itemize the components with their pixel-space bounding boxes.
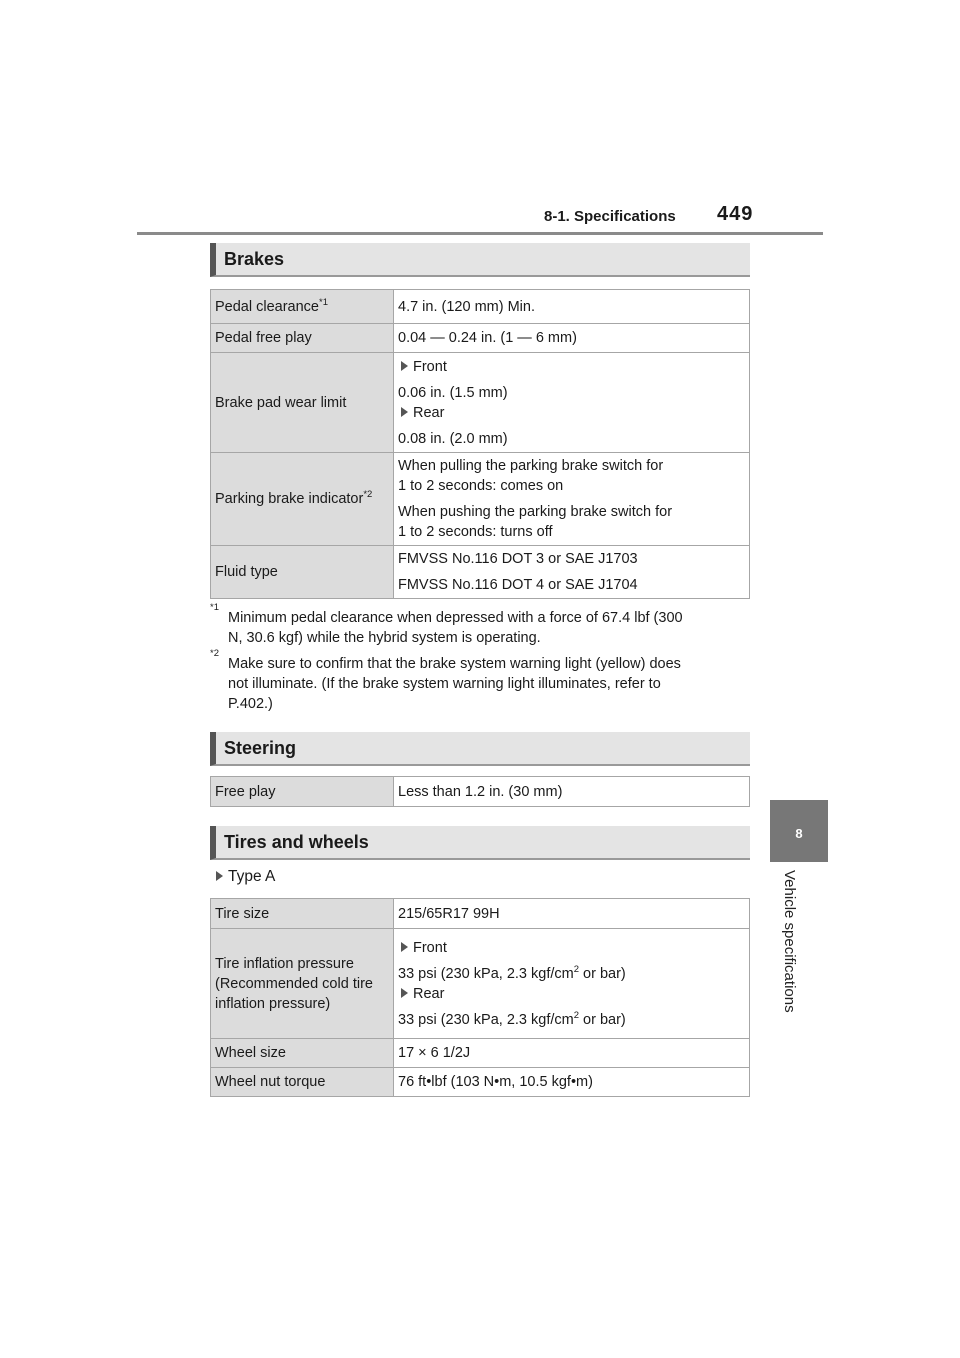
table-row	[211, 1039, 750, 1068]
arrow-right-icon	[216, 871, 223, 881]
nut-torque-label: Wheel nut torque	[211, 1068, 394, 1097]
section-title: 8-1. Specifications	[544, 208, 676, 225]
parking-indicator-values: When pulling the parking brake switch for 1 to 2 seconds: comes on When pushing the parking brake switch for 1 to 2 seconds: turns off	[394, 453, 750, 546]
tire-size-value: 215/65R17 99H	[394, 899, 750, 929]
footnote: *1 Minimum pedal clearance when depressed with a force of 67.4 lbf (300 N, 30.6 kgf) while the hybrid system is operating.	[210, 602, 683, 646]
tires-table	[210, 898, 750, 1097]
table-row	[211, 1068, 750, 1097]
steering-table	[210, 776, 750, 807]
note-ref: *1	[319, 296, 328, 308]
table-row	[211, 324, 750, 353]
tire-size-label: Tire size	[211, 899, 394, 929]
table-row	[211, 899, 750, 929]
tires-title: Tires and wheels	[224, 832, 369, 852]
brakes-table	[210, 289, 750, 599]
free-play-label: Free play	[211, 777, 394, 807]
header-rule	[137, 232, 823, 235]
inflation-label: Tire inflation pressure (Recommended cold tire inflation pressure)	[211, 929, 394, 1039]
chapter-number: 8	[795, 826, 803, 841]
arrow-right-icon	[401, 942, 408, 952]
footnote: *2 Make sure to confirm that the brake system warning light (yellow) does not illuminate. (If the brake system warning light illuminates, refer to P.402.)	[210, 648, 681, 712]
steering-title: Steering	[224, 738, 297, 758]
arrow-right-icon	[401, 988, 408, 998]
chapter-title-vertical	[780, 870, 800, 1040]
note-ref: *2	[363, 489, 373, 500]
pedal-free-play-label: Pedal free play	[211, 324, 394, 353]
wheel-size-value: 17 × 6 1/2J	[394, 1039, 750, 1068]
fluid-type-values: FMVSS No.116 DOT 3 or SAE J1703 FMVSS No.116 DOT 4 or SAE J1704	[394, 546, 750, 599]
pad-wear-label: Brake pad wear limit	[211, 353, 394, 453]
tires-heading	[210, 826, 750, 860]
table-row	[211, 777, 750, 807]
steering-heading	[210, 732, 750, 766]
page-number: 449	[717, 203, 754, 225]
inflation-values: Front 33 psi (230 kPa, 2.3 kgf/$cm^2$ or bar) Rear 33 psi (230 kPa, 2.3 kgf/$cm^2$ or bar)	[394, 929, 750, 1039]
arrow-right-icon	[401, 407, 408, 417]
pedal-clearance-value: 4.7 in. (120 mm) Min.	[394, 290, 750, 324]
table-row	[211, 929, 750, 1039]
table-row	[211, 546, 750, 599]
nut-torque-value: 76 ft•lbf (103 N•m, 10.5 kgf•m)	[394, 1068, 750, 1097]
table-row	[211, 353, 750, 453]
parking-indicator-label-cell: Parking brake indicator$^{*2}$	[211, 453, 394, 546]
arrow-right-icon	[401, 361, 408, 371]
brakes-title: Brakes	[224, 249, 285, 269]
table-row	[211, 290, 750, 324]
table-row	[211, 453, 750, 546]
pedal-clearance-label-cell: Pedal clearance$^{*1}$	[211, 290, 394, 324]
free-play-value: Less than 1.2 in. (30 mm)	[394, 777, 750, 807]
type-label: Type A	[213, 868, 275, 886]
fluid-type-label: Fluid type	[211, 546, 394, 599]
chapter-title: Vehicle specifications	[781, 870, 798, 1013]
wheel-size-label: Wheel size	[211, 1039, 394, 1068]
pad-wear-values: Front 0.06 in. (1.5 mm) Rear 0.08 in. (2.0 mm)	[394, 353, 750, 453]
pedal-free-play-value: 0.04 — 0.24 in. (1 — 6 mm)	[394, 324, 750, 353]
brakes-heading	[210, 243, 750, 277]
